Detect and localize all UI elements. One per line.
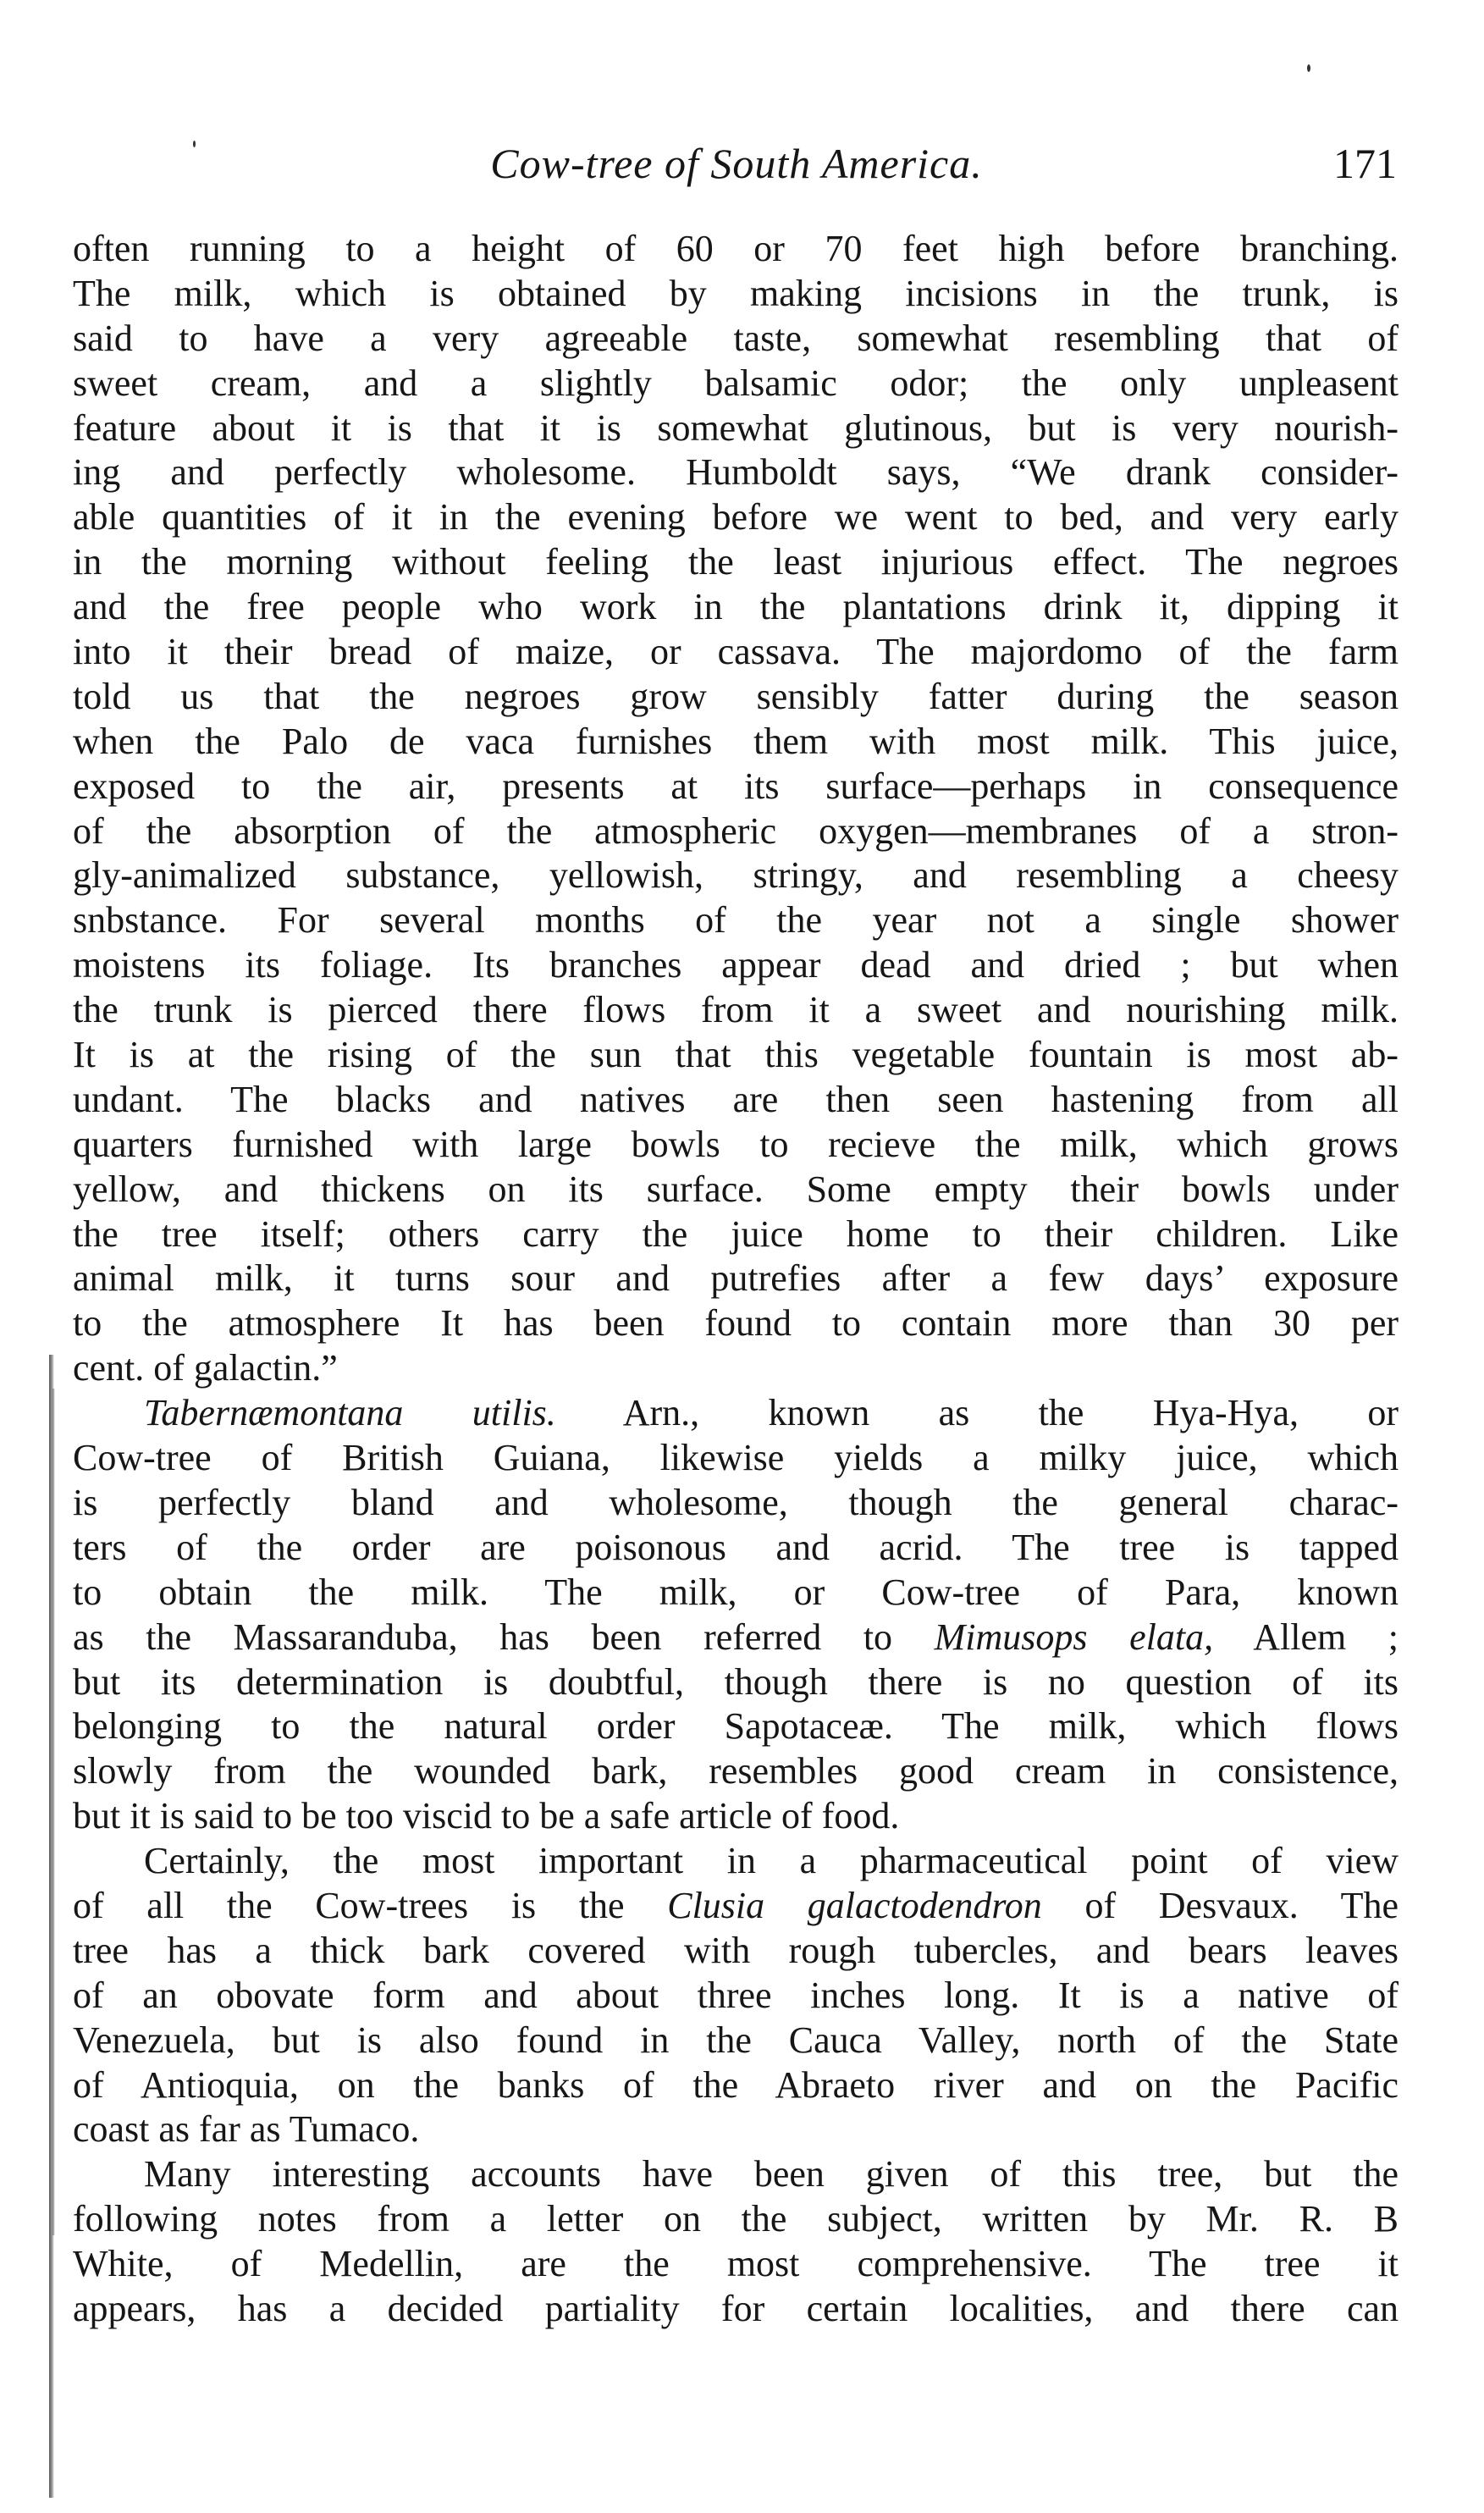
line-text: slowly from the wounded bark, resembles good cream in consistence, <box>73 1750 1398 1792</box>
line-text: to the atmosphere It has been found to contain more than 30 per <box>73 1302 1398 1345</box>
text-line <box>73 2197 1398 2242</box>
line-text: animal milk, it turns sour and putrefies after a few days’ exposure <box>73 1257 1398 1300</box>
text-line <box>73 1616 1398 1660</box>
italic-species-name: Tabernæmontana utilis. <box>144 1392 556 1434</box>
line-text: appears, has a decided partiality for certain localities, and there can <box>73 2287 1398 2329</box>
scan-speck <box>1307 64 1310 72</box>
text-line <box>73 1033 1398 1078</box>
line-text: to obtain the milk. The milk, or Cow-tree of Para, known <box>73 1571 1398 1613</box>
line-text: It is at the rising of the sun that this vegetable fountain is most ab- <box>73 1034 1398 1076</box>
line-text: The milk, which is obtained by making incisions in the trunk, is <box>73 272 1398 314</box>
line-text: is perfectly bland and wholesome, though the general charac- <box>73 1481 1398 1523</box>
text-line <box>73 943 1398 988</box>
text-line <box>73 1212 1398 1257</box>
line-text: and the free people who work in the plantations drink it, dipping it <box>73 586 1398 628</box>
text-line <box>73 1481 1398 1526</box>
text-line <box>73 630 1398 675</box>
line-text: in the morning without feeling the least injurious effect. The negroes <box>73 541 1398 583</box>
line-text: the trunk is pierced there flows from it a sweet and nourishing milk. <box>73 989 1398 1031</box>
line-text: moistens its foliage. Its branches appear dead and dried ; but when <box>73 944 1398 986</box>
line-text: following notes from a letter on the subject, written by Mr. R. B <box>73 2198 1398 2240</box>
line-text: quarters furnished with large bowls to recieve the milk, which grows <box>73 1123 1398 1165</box>
text-line <box>73 1346 1398 1391</box>
text-line <box>73 585 1398 630</box>
line-text: tree has a thick bark covered with rough tubercles, and bears leaves <box>73 1929 1398 1971</box>
line-text: often running to a height of 60 or 70 feet high before branching. <box>73 228 1398 269</box>
line-text: ing and perfectly wholesome. Humboldt says, “We drank consider- <box>73 451 1398 494</box>
text-line <box>73 1929 1398 1974</box>
page-header <box>68 139 1405 190</box>
line-text: sweet cream, and a slightly balsamic odor; the only unpleasent <box>73 362 1398 404</box>
text-line <box>73 1526 1398 1571</box>
line-text: of all the Cow-trees is the <box>73 1884 668 1926</box>
text-line <box>73 1571 1398 1616</box>
text-line <box>73 1301 1398 1346</box>
line-text: Arn., known as the Hya-Hya, or <box>555 1392 1398 1434</box>
text-line <box>73 406 1398 451</box>
text-line <box>73 2287 1398 2332</box>
text-line <box>73 675 1398 720</box>
text-line <box>73 450 1398 495</box>
text-line <box>73 2019 1398 2063</box>
text-line <box>73 988 1398 1033</box>
line-text: feature about it is that it is somewhat glutinous, but is very nourish- <box>73 406 1398 449</box>
scan-shadow-edge-inner <box>52 1389 55 2235</box>
line-text: Many interesting accounts have been given of this tree, but the <box>144 2153 1398 2195</box>
text-line <box>73 272 1398 317</box>
line-text: ters of the order are poisonous and acrid. The tree is tapped <box>73 1526 1398 1568</box>
line-text: of Antioquia, on the banks of the Abraeto river and on the Pacific <box>73 2063 1398 2106</box>
line-text: exposed to the air, presents at its surface—perhaps in consequence <box>73 765 1398 807</box>
text-line <box>73 2242 1398 2287</box>
line-text: cent. of galactin.” <box>73 1347 338 1389</box>
body-text <box>73 227 1398 2332</box>
line-text-after: Allem ; <box>1213 1616 1398 1658</box>
line-text: belonging to the natural order Sapotaceæ. The milk, which flows <box>73 1705 1398 1748</box>
line-text: said to have a very agreeable taste, somewhat resembling that of <box>73 317 1398 359</box>
text-line <box>73 495 1398 540</box>
line-text: but its determination is doubtful, though there is no question of its <box>73 1660 1398 1703</box>
text-line <box>73 1839 1398 1884</box>
text-line <box>73 1884 1398 1929</box>
line-text: when the Palo de vaca furnishes them with most milk. This juice, <box>73 720 1398 762</box>
line-text: Cow-tree of British Guiana, likewise yields a milky juice, which <box>73 1437 1398 1479</box>
line-text: the tree itself; others carry the juice home to their children. Like <box>73 1212 1398 1255</box>
text-line <box>73 898 1398 943</box>
line-text: Certainly, the most important in a pharmaceutical point of view <box>144 1840 1398 1882</box>
text-line <box>73 1749 1398 1794</box>
text-line <box>73 765 1398 809</box>
text-line <box>73 1660 1398 1705</box>
line-text: of an obovate form and about three inches long. It is a native of <box>73 1974 1398 2016</box>
running-title: Cow-tree of South America. <box>490 140 983 187</box>
line-text: White, of Medellin, are the most comprehensive. The tree it <box>73 2243 1398 2285</box>
line-text: yellow, and thickens on its surface. Some empty their bowls under <box>73 1168 1398 1210</box>
text-line <box>73 1436 1398 1481</box>
text-line <box>73 540 1398 585</box>
text-line <box>73 317 1398 362</box>
line-text: able quantities of it in the evening before we went to bed, and very early <box>73 496 1398 538</box>
line-text: undant. The blacks and natives are then seen hastening from all <box>73 1078 1398 1120</box>
text-line <box>73 2063 1398 2108</box>
line-text: as the Massaranduba, has been referred to <box>73 1616 935 1658</box>
line-text: coast as far as Tumaco. <box>73 2108 420 2151</box>
line-text: but it is said to be too viscid to be a safe article of food. <box>73 1795 900 1837</box>
text-line <box>73 1391 1398 1436</box>
text-line <box>73 1256 1398 1301</box>
line-text-after: of Desvaux. The <box>1041 1884 1398 1926</box>
page-number: 171 <box>1333 140 1397 187</box>
line-text: Venezuela, but is also found in the Cauca Valley, north of the State <box>73 2019 1398 2061</box>
line-text: into it their bread of maize, or cassava. The majordomo of the farm <box>73 631 1398 673</box>
line-text: snbstance. For several months of the year not a single shower <box>73 899 1398 942</box>
text-line <box>73 1078 1398 1123</box>
text-line <box>73 1974 1398 2019</box>
italic-species-name: Mimusops elata, <box>934 1616 1214 1658</box>
line-text: gly-animalized substance, yellowish, stringy, and resembling a cheesy <box>73 854 1398 897</box>
text-line <box>73 1168 1398 1212</box>
text-line <box>73 227 1398 272</box>
text-line <box>73 720 1398 765</box>
line-text: told us that the negroes grow sensibly fatter during the season <box>73 675 1398 717</box>
text-line <box>73 853 1398 898</box>
text-line <box>73 809 1398 854</box>
text-line <box>73 1794 1398 1839</box>
text-line <box>73 1123 1398 1168</box>
line-text: of the absorption of the atmospheric oxygen—membranes of a stron- <box>73 809 1398 852</box>
italic-species-name: Clusia galactodendron <box>667 1884 1042 1926</box>
text-line <box>73 2107 1398 2152</box>
text-line <box>73 362 1398 406</box>
text-line <box>73 2152 1398 2197</box>
text-line <box>73 1704 1398 1749</box>
